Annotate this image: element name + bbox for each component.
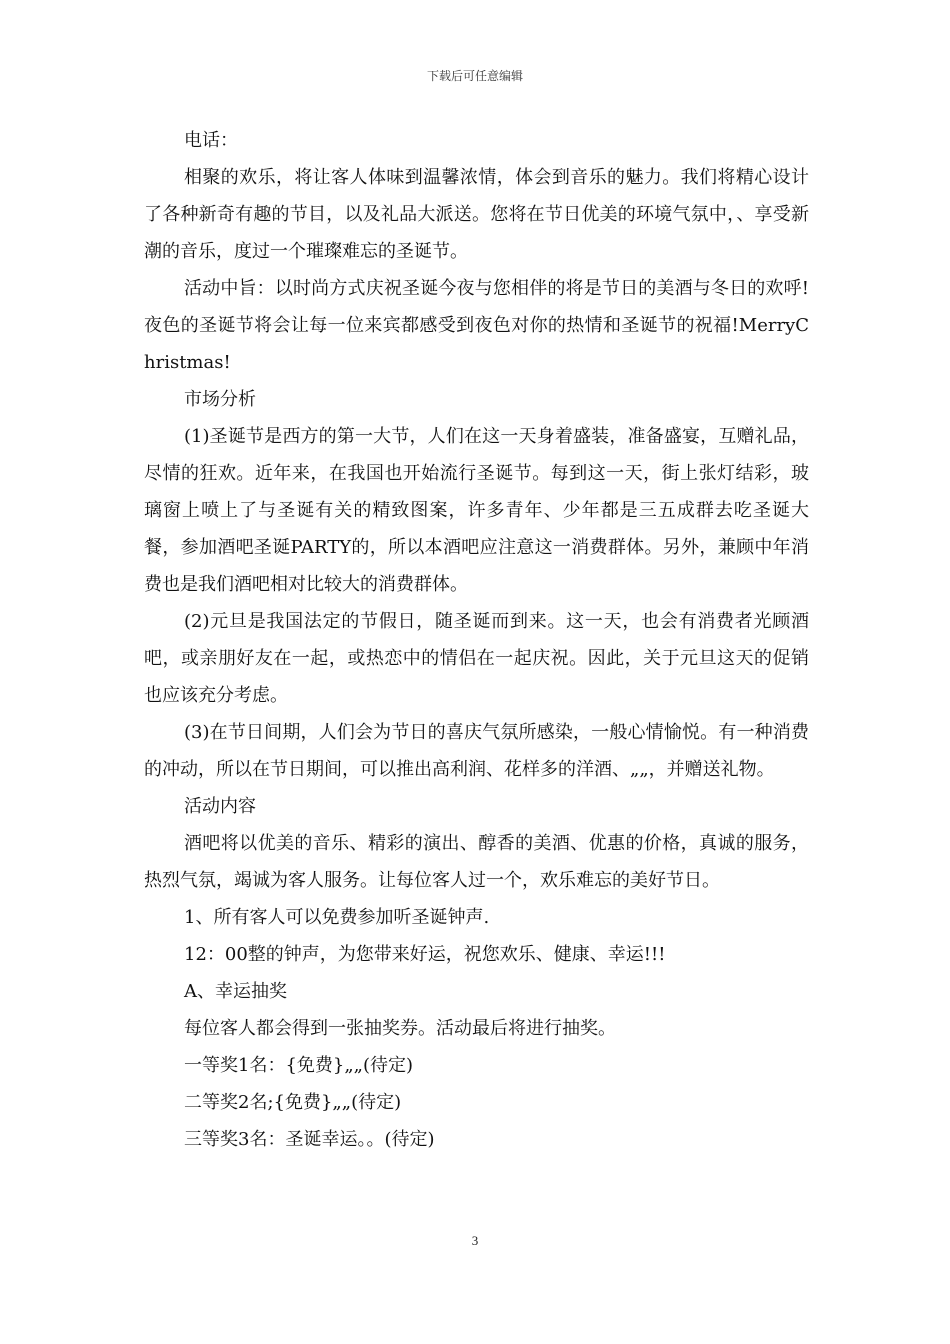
activity-purpose-paragraph: 活动中旨：以时尚方式庆祝圣诞今夜与您相伴的将是节日的美酒与冬日的欢呼!夜色的圣诞节将会让每一位来宾都感受到夜色对你的热情和圣诞节的祝福!MerryChristmas! <box>144 278 809 373</box>
lucky-draw-heading: A、幸运抽奖 <box>184 981 287 1002</box>
page-number: 3 <box>471 1233 479 1248</box>
third-prize-line: 三等奖3名：圣诞幸运。。(待定) <box>184 1129 435 1150</box>
activity-content-heading: 活动内容 <box>184 796 256 817</box>
item-free-bell: 1、所有客人可以免费参加听圣诞钟声. <box>184 907 490 928</box>
activity-content-paragraph: 酒吧将以优美的音乐、精彩的演出、醇香的美酒、优惠的价格，真诚的服务，热烈气氛，竭诚为客人服务。让每位客人过一个，欢乐难忘的美好节日。 <box>144 833 809 891</box>
market-point-1: (1)圣诞节是西方的第一大节，人们在这一天身着盛装，准备盛宴，互赠礼品，尽情的狂欢。近年来，在我国也开始流行圣诞节。每到这一天，街上张灯结彩，玻璃窗上喷上了与圣诞有关的精致图案，许多青年、少年都是三五成群去吃圣诞大餐，参加酒吧圣诞PARTY的，所以本酒吧应注意这一消费群体。另外，兼顾中年消费也是我们酒吧相对比较大的消费群体。 <box>144 426 809 595</box>
lucky-draw-description: 每位客人都会得到一张抽奖券。活动最后将进行抽奖。 <box>184 1018 616 1039</box>
intro-paragraph: 相聚的欢乐，将让客人体味到温馨浓情，体会到音乐的魅力。我们将精心设计了各种新奇有趣的节目，以及礼品大派送。您将在节日优美的环境气氛中，、享受新潮的音乐，度过一个璀璨难忘的圣诞节。 <box>144 167 809 262</box>
market-analysis-heading: 市场分析 <box>184 389 256 410</box>
second-prize-line: 二等奖2名;{免费}„„(待定) <box>184 1092 402 1113</box>
market-point-2: (2)元旦是我国法定的节假日，随圣诞而到来。这一天，也会有消费者光顾酒吧，或亲朋好友在一起，或热恋中的情侣在一起庆祝。因此，关于元旦这天的促销也应该充分考虑。 <box>144 611 809 706</box>
phone-line: 电话： <box>184 130 238 151</box>
midnight-bell-line: 12：00整的钟声，为您带来好运，祝您欢乐、健康、幸运!!! <box>184 944 666 965</box>
page-header: 下载后可任意编辑 <box>426 69 523 83</box>
first-prize-line: 一等奖1名：{免费}„„(待定) <box>184 1055 414 1076</box>
market-point-3: (3)在节日间期，人们会为节日的喜庆气氛所感染，一般心情愉悦。有一种消费的冲动，所以在节日期间，可以推出高利润、花样多的洋酒、„„，并赠送礼物。 <box>144 722 809 780</box>
document-body <box>144 122 809 1158</box>
